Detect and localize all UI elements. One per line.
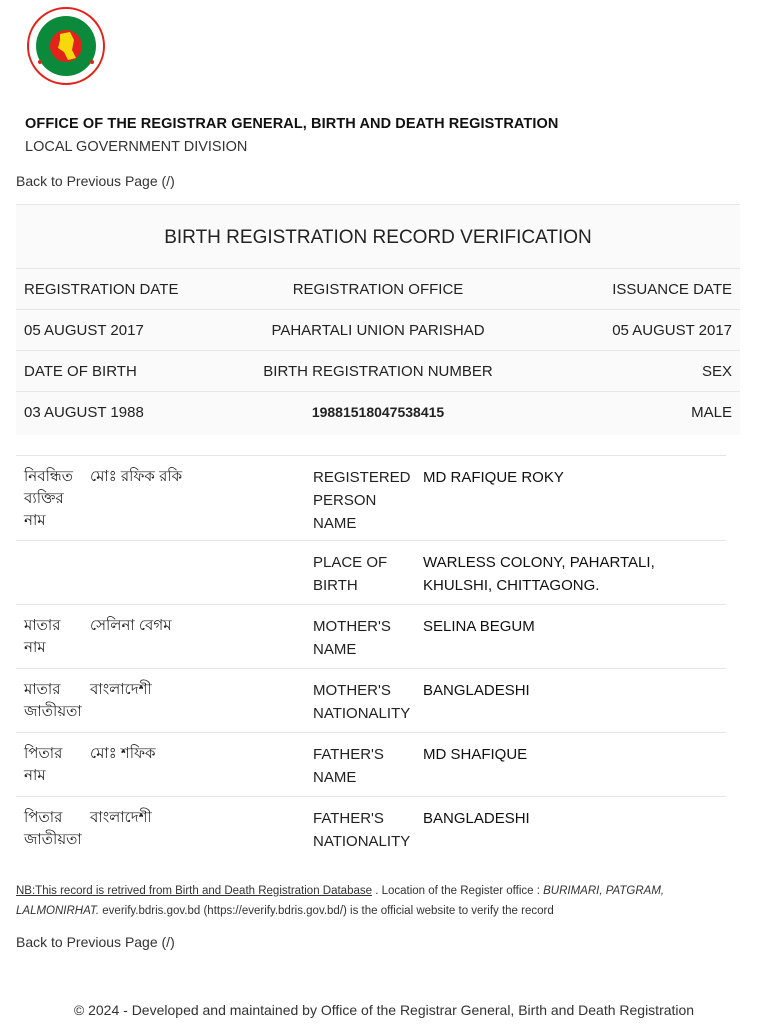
en-label: MOTHER'S NAME <box>313 618 391 658</box>
back-to-previous-link-bottom[interactable]: Back to Previous Page (/) <box>16 934 175 950</box>
bn-value: বাংলাদেশী <box>90 809 152 826</box>
issuance-date-label: ISSUANCE DATE <box>612 281 732 298</box>
bn-value: মোঃ রফিক রকি <box>90 468 183 485</box>
en-value: BANGLADESHI <box>423 810 530 827</box>
sex-value: MALE <box>691 404 732 421</box>
detail-row-registered-name <box>16 455 726 541</box>
en-label: REGISTERED PERSON NAME <box>313 469 411 532</box>
back-to-previous-link-top[interactable]: Back to Previous Page (/) <box>16 173 175 189</box>
bn-label: মাতার জাতীয়তা <box>24 681 82 720</box>
detail-row-fathers-nationality <box>16 796 726 861</box>
government-seal-logo <box>26 4 106 90</box>
website-note: everify.bdris.gov.bd (https://everify.bdris.gov.bd/) is the official website to verify the record <box>99 905 554 917</box>
office-subtitle: LOCAL GOVERNMENT DIVISION <box>25 139 248 155</box>
record-title: BIRTH REGISTRATION RECORD VERIFICATION <box>164 227 592 248</box>
database-link[interactable]: NB:This record is retrived from Birth and Death Registration Database <box>16 885 373 897</box>
registration-office-value: PAHARTALI UNION PARISHAD <box>271 322 485 339</box>
bn-label: মাতার নাম <box>24 617 61 656</box>
summary-value-row-2 <box>16 391 740 432</box>
en-value: BANGLADESHI <box>423 682 530 699</box>
bn-value: সেলিনা বেগম <box>90 617 172 634</box>
detail-row-fathers-name <box>16 732 726 797</box>
en-value: MD SHAFIQUE <box>423 746 528 763</box>
bn-label: পিতার জাতীয়তা <box>24 809 82 848</box>
footer-copyright: © 2024 - Developed and maintained by Office of the Registrar General, Birth and Death Registration <box>73 1002 695 1018</box>
date-of-birth-value: 03 AUGUST 1988 <box>24 404 144 421</box>
detail-row-mothers-name <box>16 604 726 669</box>
bn-value: মোঃ শফিক <box>90 745 156 762</box>
en-value: WARLESS COLONY, PAHARTALI, KHULSHI, CHITTAGONG. <box>423 554 655 594</box>
summary-header-row-2 <box>16 350 740 391</box>
bn-value: বাংলাদেশী <box>90 681 152 698</box>
issuance-date-value: 05 AUGUST 2017 <box>612 322 732 339</box>
date-of-birth-label: DATE OF BIRTH <box>24 363 137 380</box>
register-office-location: BURIMARI, PATGRAM, LALMONIRHAT. <box>16 885 665 917</box>
bn-label: নিবন্ধিত ব্যক্তির নাম <box>24 468 74 529</box>
en-value: SELINA BEGUM <box>423 618 535 635</box>
bn-label: পিতার নাম <box>24 745 63 784</box>
registration-date-value: 05 AUGUST 2017 <box>24 322 144 339</box>
registration-office-label: REGISTRATION OFFICE <box>292 281 464 298</box>
record-summary-card <box>16 204 740 435</box>
summary-header-row-1 <box>16 268 740 309</box>
en-label: MOTHER'S NATIONALITY <box>313 682 411 722</box>
sex-label: SEX <box>701 363 732 380</box>
en-label: FATHER'S NAME <box>313 746 384 786</box>
en-label: PLACE OF BIRTH <box>313 554 388 594</box>
registration-date-label: REGISTRATION DATE <box>24 281 179 298</box>
birth-registration-number-value: 19881518047538415 <box>311 404 445 420</box>
en-value: MD RAFIQUE ROKY <box>423 469 564 486</box>
office-title: OFFICE OF THE REGISTRAR GENERAL, BIRTH AND DEATH REGISTRATION <box>25 116 559 132</box>
en-label: FATHER'S NATIONALITY <box>313 810 411 850</box>
summary-value-row-1 <box>16 309 740 350</box>
detail-row-place-of-birth <box>16 540 726 605</box>
detail-row-mothers-nationality <box>16 668 726 733</box>
location-prefix: . Location of the Register office : <box>372 885 544 897</box>
record-note <box>16 881 716 921</box>
birth-registration-number-label: BIRTH REGISTRATION NUMBER <box>263 363 493 380</box>
